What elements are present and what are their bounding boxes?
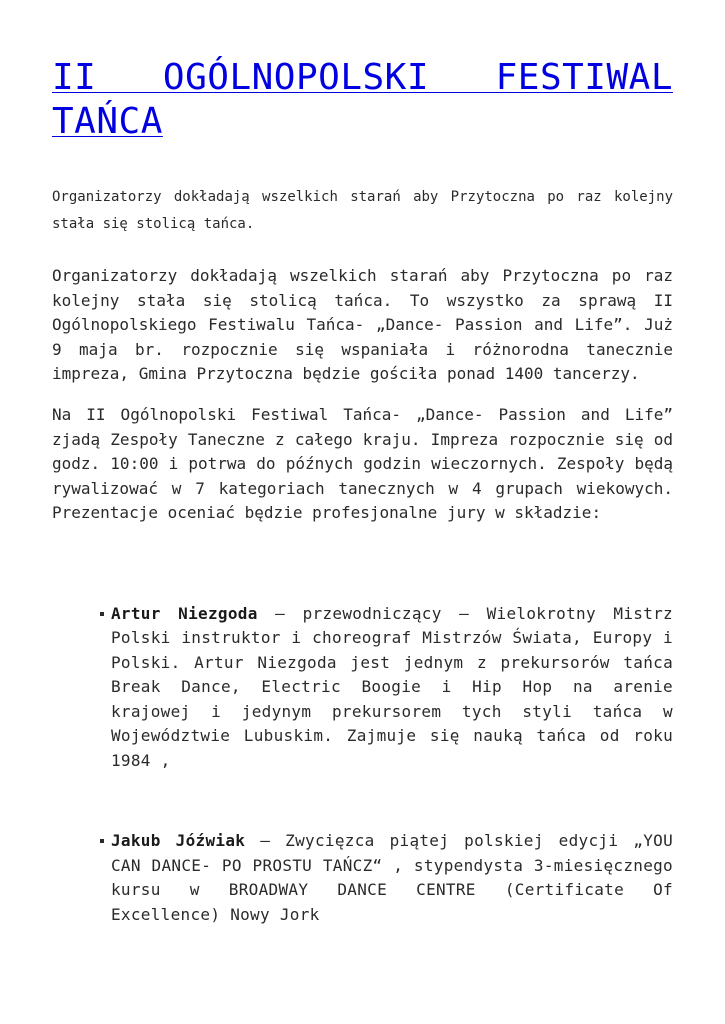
article-title-link[interactable]: II OGÓLNOPOLSKI FESTIWAL TAŃCA	[52, 57, 673, 142]
jury-member-description: – przewodniczący – Wielokrotny Mistrz Polski instruktor i choreograf Mistrzów Świata, Europy i Polski. Artur Niezgoda jest jednym z prekursorów tańca Break Dance, Electric Boogie i Hip Hop na arenie krajowej i jedynym prekursorem tych styli tańca w Województwie Lubuskim. Zajmuje się nauką tańca od roku 1984 ,	[111, 603, 673, 770]
article-paragraph: Na II Ogólnopolski Festiwal Tańca- „Dance- Passion and Life” zjadą Zespoły Taneczne z całego kraju. Impreza rozpocznie się od godz. 10:00 i potrwa do późnych godzin wieczornych. Zespoły będą rywalizować w 7 kategoriach tanecznych w 4 grupach wiekowych. Prezentacje oceniać będzie profesjonalne jury w składzie:	[52, 404, 673, 523]
jury-member	[52, 602, 673, 774]
jury-member-name: Jakub Jóźwiak	[111, 831, 246, 851]
jury-member	[52, 829, 673, 927]
article-paragraph: Organizatorzy dokładają wszelkich starań aby Przytoczna po raz kolejny stała się stolicą tańca. To wszystko za sprawą II Ogólnopolskiego Festiwalu Tańca- „Dance- Passion and Life”. Już 9 maja br. rozpocznie się wspaniała i różnorodna tanecznie impreza, Gmina Przytoczna będzie gościła ponad 1400 tancerzy.	[52, 266, 673, 384]
jury-member-name: Artur Niezgoda	[111, 603, 258, 623]
article-lead: Organizatorzy dokładają wszelkich starań aby Przytoczna po raz kolejny stała się stolicą tańca.	[52, 189, 673, 232]
jury-member-description: – Zwycięzca piątej polskiej edycji „YOU CAN DANCE- PO PROSTU TAŃCZ“ , stypendysta 3-miesięcznego kursu w BROADWAY DANCE CENTRE (Certificate Of Excellence) Nowy Jork	[111, 831, 673, 924]
jury-list	[52, 602, 673, 928]
article	[52, 56, 673, 927]
article-title	[52, 56, 673, 144]
bullet-icon	[100, 839, 104, 843]
bullet-icon	[100, 612, 104, 616]
